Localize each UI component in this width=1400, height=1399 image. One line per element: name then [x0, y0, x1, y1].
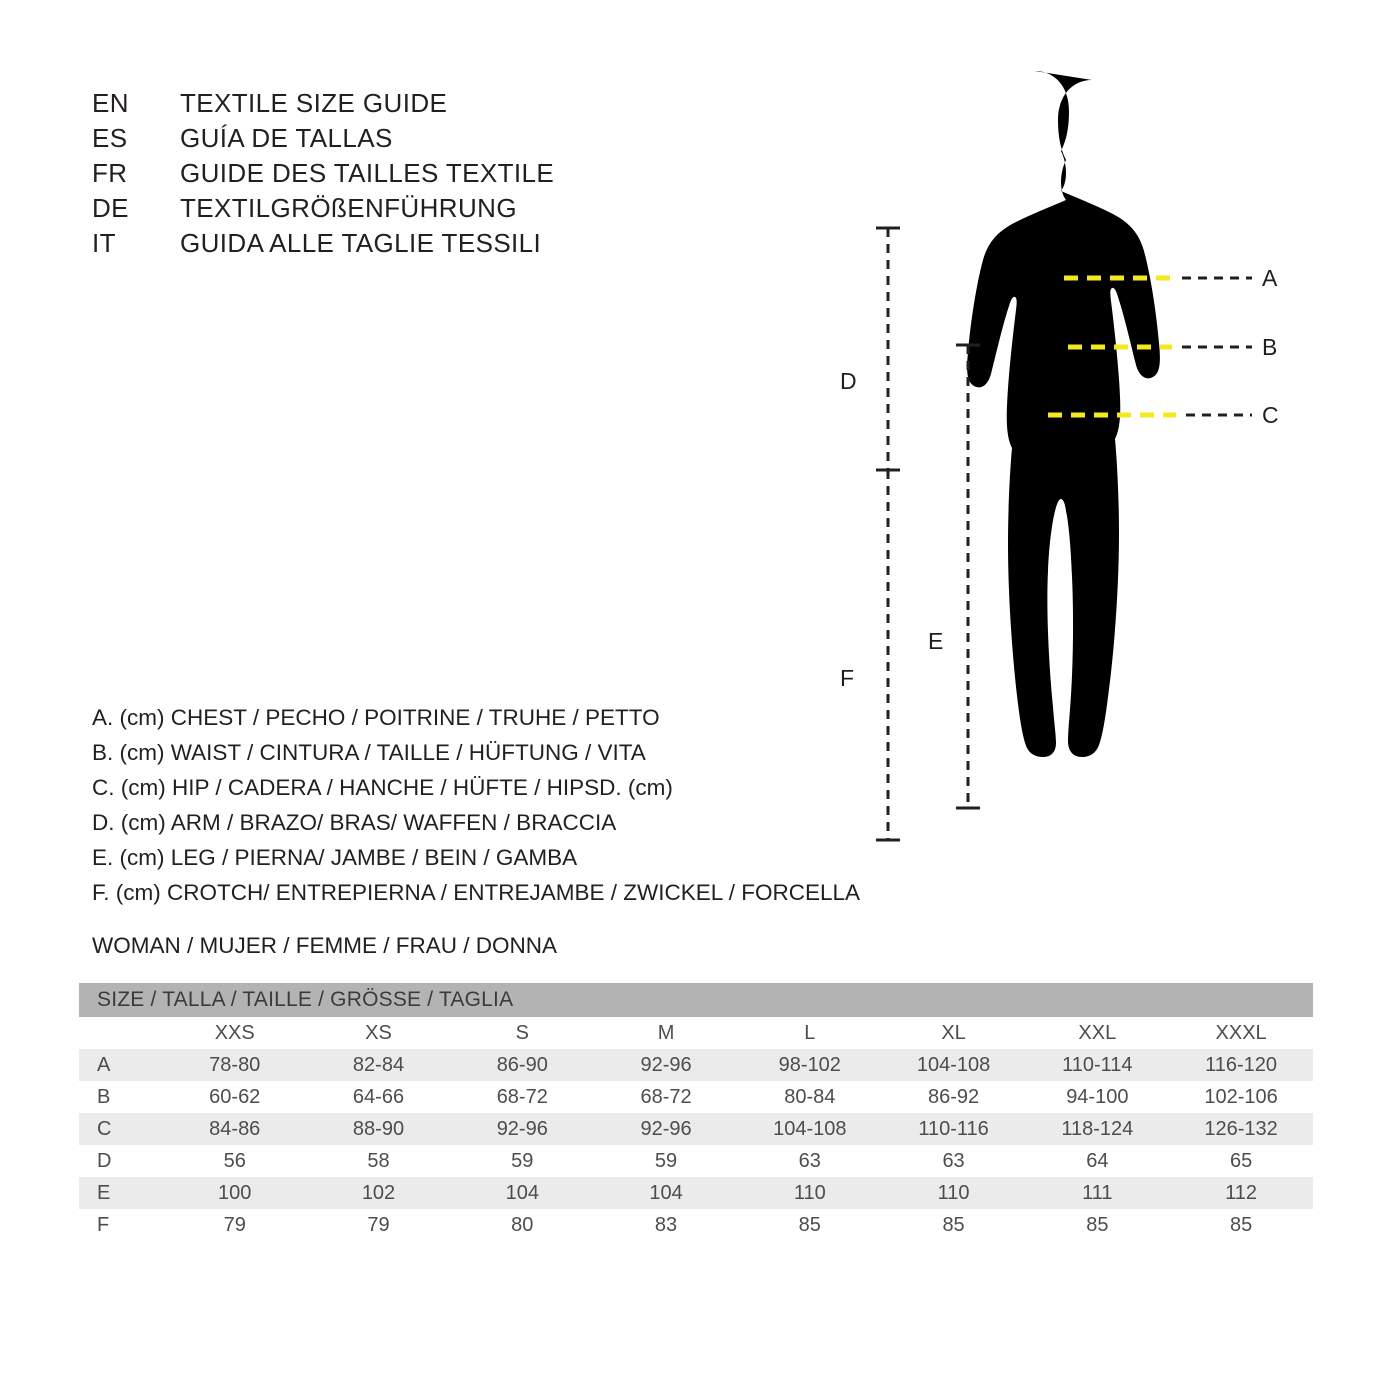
title-lang-es: ES [92, 123, 128, 153]
table-cell-a-m: 92-96 [594, 1049, 738, 1081]
table-cell-a-l: 98-102 [738, 1049, 882, 1081]
title-lang-de: DE [92, 193, 129, 223]
table-cell-c-xxl: 118-124 [1025, 1113, 1169, 1145]
table-cell-f-xl: 85 [882, 1209, 1026, 1241]
table-cell-d-xs: 58 [307, 1145, 451, 1177]
table-cell-d-xxs: 56 [163, 1145, 307, 1177]
table-cell-f-m: 83 [594, 1209, 738, 1241]
legend-row-e: E. (cm) LEG / PIERNA/ JAMBE / BEIN / GAMBA [92, 845, 578, 870]
table-header-xxxl: XXXL [1169, 1017, 1313, 1049]
table-cell-e-xxs: 100 [163, 1177, 307, 1209]
title-text-fr: GUIDE DES TAILLES TEXTILE [180, 158, 555, 188]
table-cell-e-s: 104 [450, 1177, 594, 1209]
table-cell-b-xxl: 94-100 [1025, 1081, 1169, 1113]
table-row [79, 1081, 1313, 1113]
title-lang-it: IT [92, 228, 116, 258]
table-cell-e-xl: 110 [882, 1177, 1026, 1209]
table-cell-b-s: 68-72 [450, 1081, 594, 1113]
table-cell-d-xxl: 64 [1025, 1145, 1169, 1177]
table-row-label-d: D [79, 1145, 163, 1177]
table-cell-b-xxs: 60-62 [163, 1081, 307, 1113]
table-cell-e-m: 104 [594, 1177, 738, 1209]
table-row [79, 1177, 1313, 1209]
table-row [79, 1145, 1313, 1177]
title-lang-fr: FR [92, 158, 128, 188]
table-row-label-c: C [79, 1113, 163, 1145]
table-header-xxs: XXS [163, 1017, 307, 1049]
table-cell-b-l: 80-84 [738, 1081, 882, 1113]
marker-label-d: D [840, 368, 857, 394]
marker-label-b: B [1262, 334, 1278, 360]
table-cell-c-xxs: 84-86 [163, 1113, 307, 1145]
table-row [79, 1113, 1313, 1145]
table-cell-f-xxxl: 85 [1169, 1209, 1313, 1241]
table-cell-d-xxxl: 65 [1169, 1145, 1313, 1177]
table-band-header [79, 983, 1313, 1017]
table-cell-a-xs: 82-84 [307, 1049, 451, 1081]
title-lang-en: EN [92, 88, 129, 118]
table-cell-a-xl: 104-108 [882, 1049, 1026, 1081]
marker-label-c: C [1262, 402, 1279, 428]
legend-row-d: D. (cm) ARM / BRAZO/ BRAS/ WAFFEN / BRACCIA [92, 810, 617, 835]
table-cell-f-xxl: 85 [1025, 1209, 1169, 1241]
table-cell-d-m: 59 [594, 1145, 738, 1177]
table-cell-f-xxs: 79 [163, 1209, 307, 1241]
title-row-en [92, 88, 752, 123]
table-cell-d-xl: 63 [882, 1145, 1026, 1177]
table-cell-b-xxxl: 102-106 [1169, 1081, 1313, 1113]
table-cell-f-s: 80 [450, 1209, 594, 1241]
table-header-xs: XS [307, 1017, 451, 1049]
table-cell-e-xxxl: 112 [1169, 1177, 1313, 1209]
table-cell-c-xxxl: 126-132 [1169, 1113, 1313, 1145]
marker-label-f: F [840, 665, 855, 691]
size-table [79, 983, 1313, 1241]
gender-heading: WOMAN / MUJER / FEMME / FRAU / DONNA [92, 933, 557, 958]
table-cell-d-l: 63 [738, 1145, 882, 1177]
title-row-it [92, 228, 752, 263]
table-cell-a-xxs: 78-80 [163, 1049, 307, 1081]
table-cell-d-s: 59 [450, 1145, 594, 1177]
table-header-row [79, 1017, 1313, 1049]
table-cell-b-xl: 86-92 [882, 1081, 1026, 1113]
table-cell-f-l: 85 [738, 1209, 882, 1241]
table-cell-f-xs: 79 [307, 1209, 451, 1241]
table-row-label-a: A [79, 1049, 163, 1081]
table-header-corner [79, 1017, 163, 1049]
marker-label-e: E [928, 628, 944, 654]
table-row-label-e: E [79, 1177, 163, 1209]
table-cell-e-xs: 102 [307, 1177, 451, 1209]
table-row-label-f: F [79, 1209, 163, 1241]
measurement-diagram [800, 60, 1340, 890]
title-text-de: TEXTILGRÖßENFÜHRUNG [180, 193, 517, 223]
table-header-l: L [738, 1017, 882, 1049]
legend-row-a: A. (cm) CHEST / PECHO / POITRINE / TRUHE / PETTO [92, 705, 660, 730]
table-header-xl: XL [882, 1017, 1026, 1049]
legend-row-b: B. (cm) WAIST / CINTURA / TAILLE / HÜFTUNG / VITA [92, 740, 646, 765]
table-row [79, 1209, 1313, 1241]
table-cell-a-xxl: 110-114 [1025, 1049, 1169, 1081]
table-cell-c-m: 92-96 [594, 1113, 738, 1145]
table-header-xxl: XXL [1025, 1017, 1169, 1049]
table-cell-b-m: 68-72 [594, 1081, 738, 1113]
table-band-header-label: SIZE / TALLA / TAILLE / GRÖSSE / TAGLIA [79, 983, 1313, 1017]
table-cell-c-l: 104-108 [738, 1113, 882, 1145]
table-cell-e-xxl: 111 [1025, 1177, 1169, 1209]
table-cell-a-s: 86-90 [450, 1049, 594, 1081]
title-row-de [92, 193, 752, 228]
table-cell-b-xs: 64-66 [307, 1081, 451, 1113]
title-text-es: GUÍA DE TALLAS [180, 123, 393, 153]
marker-label-a: A [1262, 265, 1278, 291]
table-cell-e-l: 110 [738, 1177, 882, 1209]
title-row-fr [92, 158, 752, 193]
table-cell-c-s: 92-96 [450, 1113, 594, 1145]
table-row-label-b: B [79, 1081, 163, 1113]
table-row [79, 1049, 1313, 1081]
table-cell-c-xs: 88-90 [307, 1113, 451, 1145]
table-cell-c-xl: 110-116 [882, 1113, 1026, 1145]
legend-block [92, 700, 872, 910]
title-row-es [92, 123, 752, 158]
legend-row-c: C. (cm) HIP / CADERA / HANCHE / HÜFTE / HIPSD. (cm) [92, 775, 673, 800]
title-text-it: GUIDA ALLE TAGLIE TESSILI [180, 228, 542, 258]
title-block [92, 88, 752, 263]
legend-row-f: F. (cm) CROTCH/ ENTREPIERNA / ENTREJAMBE / ZWICKEL / FORCELLA [92, 880, 860, 905]
table-cell-a-xxxl: 116-120 [1169, 1049, 1313, 1081]
title-text-en: TEXTILE SIZE GUIDE [180, 88, 448, 118]
table-header-m: M [594, 1017, 738, 1049]
table-header-s: S [450, 1017, 594, 1049]
